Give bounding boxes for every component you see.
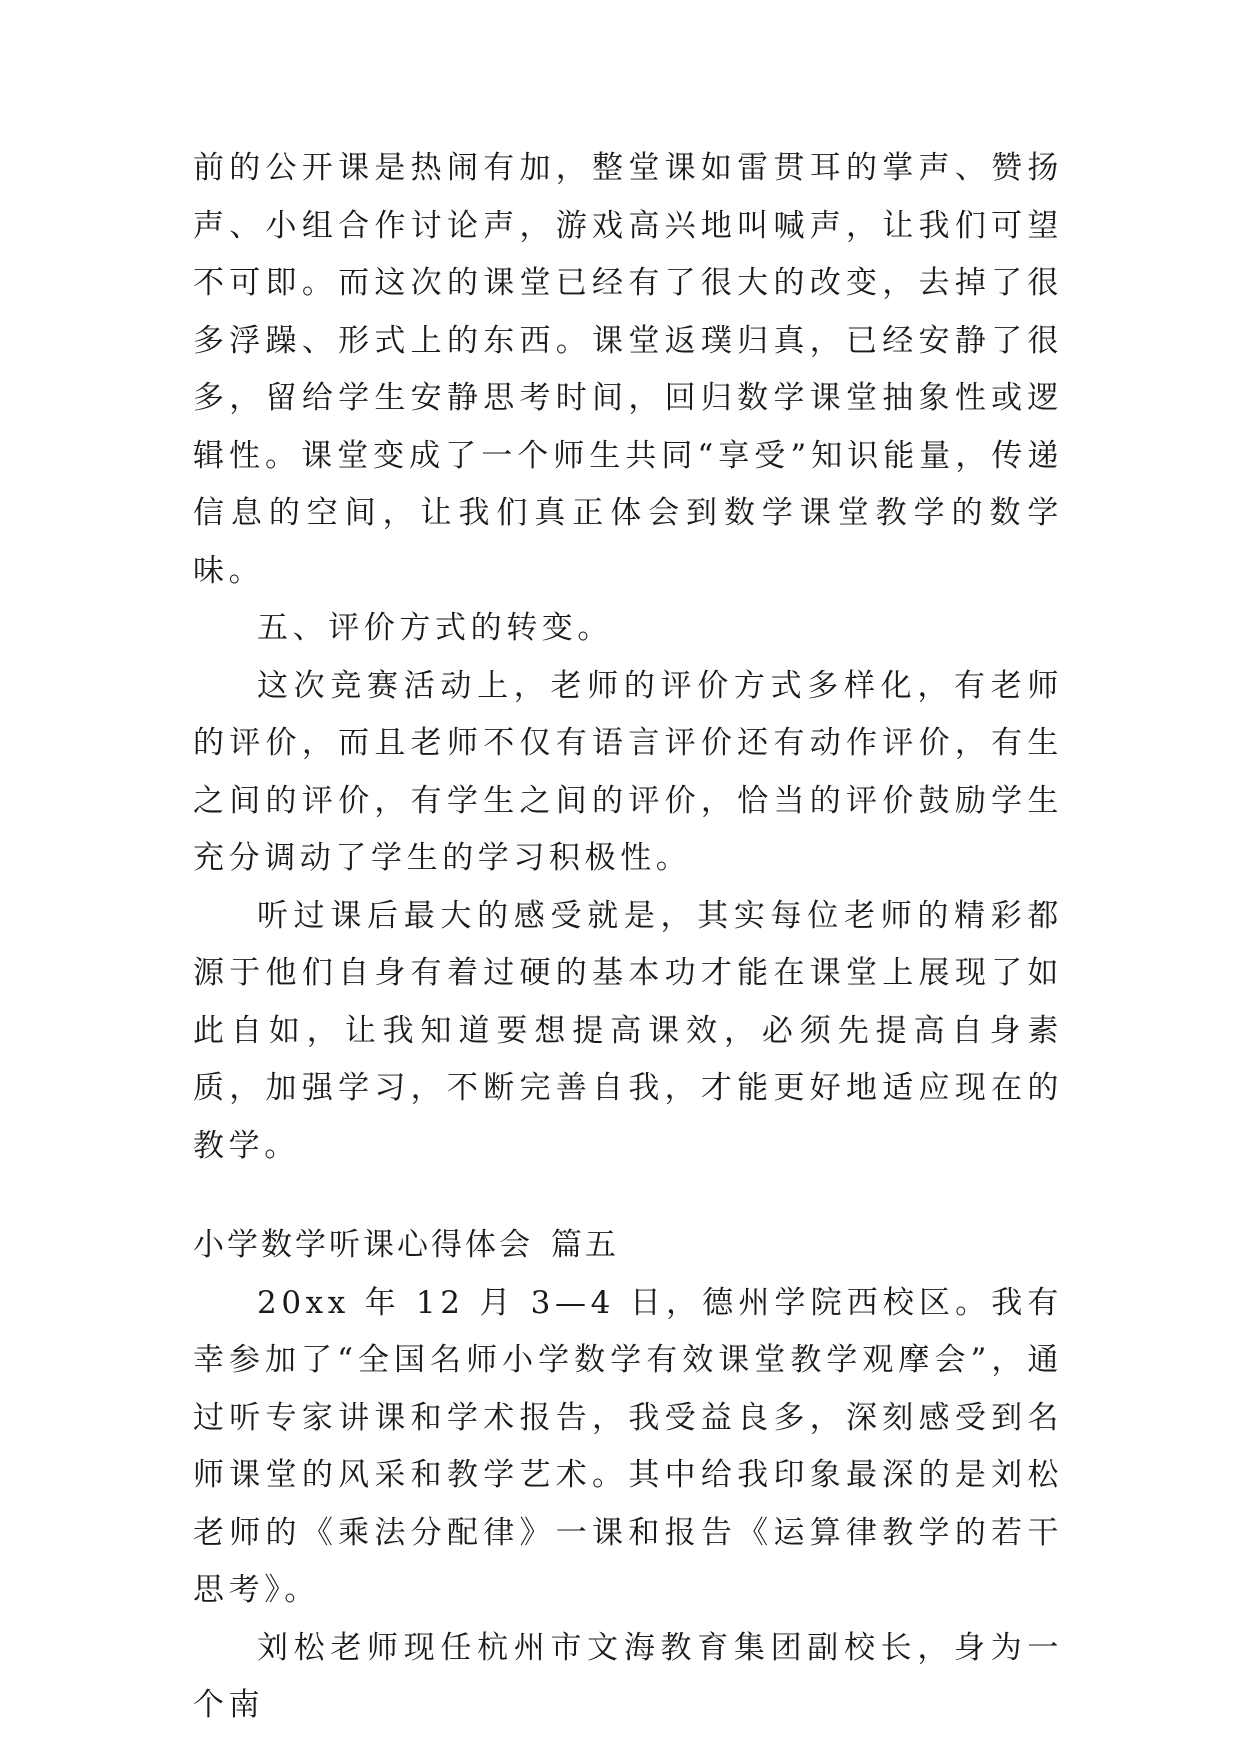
paragraph-liu-song: 刘松老师现任杭州市文海教育集团副校长，身为一个南: [193, 1629, 1063, 1723]
paragraph-evaluation: 这次竞赛活动上，老师的评价方式多样化，有老师的评价，而且老师不仅有语言评价还有动作评价，有生之间的评价，有学生之间的评价，恰当的评价鼓励学生充分调动了学生的学习积极性。: [193, 667, 1063, 876]
section-title: [193, 1217, 1063, 1275]
section-title-part: 篇五: [551, 1227, 619, 1263]
section-title-main: 小学数学听课心得体会: [193, 1227, 533, 1263]
paragraph-intro: 20xx 年 12 月 3—4 日，德州学院西校区。我有幸参加了“全国名师小学数学有效课堂教学观摩会”，通过听专家讲课和学术报告，我受益良多，深刻感受到名师课堂的风采和教学艺术。其中给我印象最深的是刘松老师的《乘法分配律》一课和报告《运算律教学的若干思考》。: [193, 1284, 1063, 1608]
heading-evaluation-change: 五、评价方式的转变。: [257, 610, 613, 646]
paragraph-feeling: 听过课后最大的感受就是，其实每位老师的精彩都源于他们自身有着过硬的基本功才能在课堂上展现了如此自如，让我知道要想提高课效，必须先提高自身素质，加强学习，不断完善自我，才能更好地适应现在的教学。: [193, 897, 1063, 1164]
paragraph-public-class: 前的公开课是热闹有加，整堂课如雷贯耳的掌声、赞扬声、小组合作讨论声，游戏高兴地叫喊声，让我们可望不可即。而这次的课堂已经有了很大的改变，去掉了很多浮躁、形式上的东西。课堂返璞归真，已经安静了很多，留给学生安静思考时间，回归数学课堂抽象性或逻辑性。课堂变成了一个师生共同“享受”知识能量，传递信息的空间，让我们真正体会到数学课堂教学的数学味。: [193, 150, 1063, 589]
document-body: [193, 140, 1063, 1735]
